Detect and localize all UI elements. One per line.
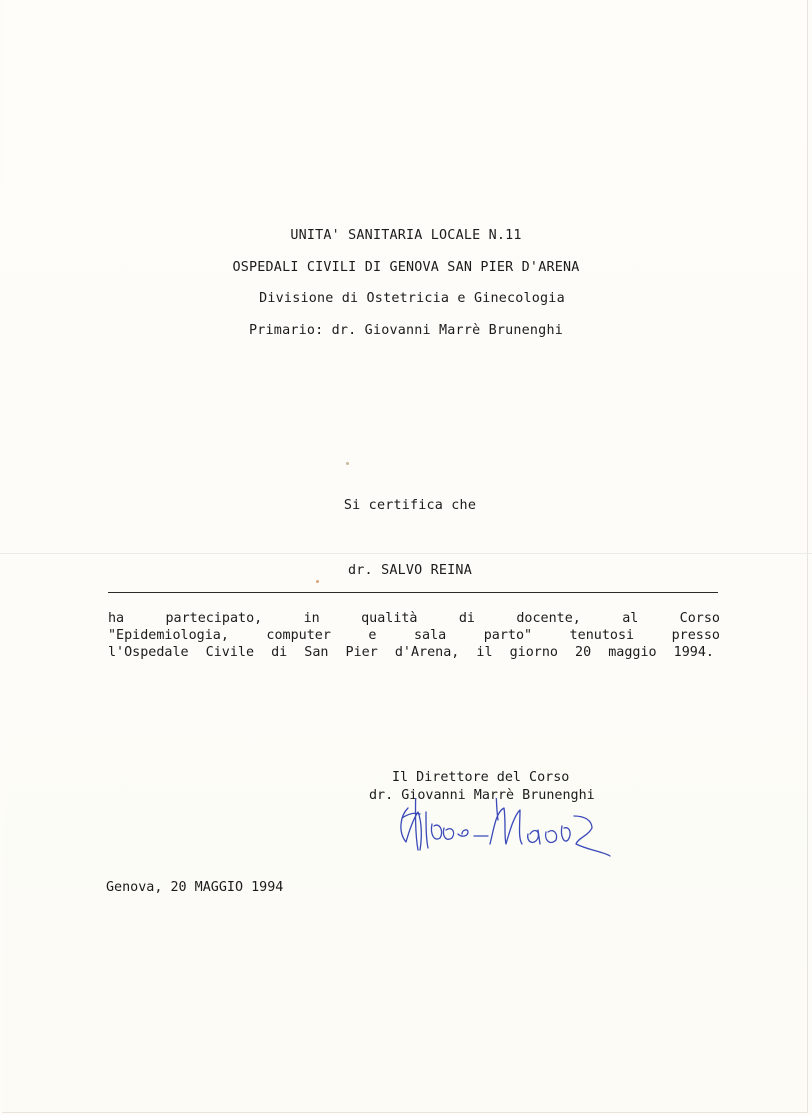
header-primary: Primario: dr. Giovanni Marrè Brunenghi [249,323,563,338]
header-hospital: OSPEDALI CIVILI DI GENOVA SAN PIER D'ARENA [232,260,580,275]
body-line-3: l'Ospedale Civile di San Pier d'Arena, il giorno 20 maggio 1994. [108,645,714,660]
certification-intro: Si certifica che [343,498,477,513]
signatory-role: Il Direttore del Corso [392,770,570,785]
body-line-2: "Epidemiologia, computer e sala parto" tenutosi presso [108,628,720,643]
paper-speck [346,462,349,465]
signatory-name: dr. Giovanni Marrè Brunenghi [369,788,595,803]
certified-name: dr. SALVO REINA [348,563,472,578]
place-date: Genova, 20 MAGGIO 1994 [106,880,284,895]
handwritten-signature [378,798,628,868]
paper-sheet [2,0,808,1113]
paper-speck [316,580,319,583]
name-underline [108,592,718,593]
header-division: Divisione di Ostetricia e Ginecologia [259,291,565,306]
body-line-1: ha partecipato, in qualità di docente, al Corso [108,611,720,626]
paper-fold [0,553,812,554]
header-unit: UNITA' SANITARIA LOCALE N.11 [290,228,522,243]
